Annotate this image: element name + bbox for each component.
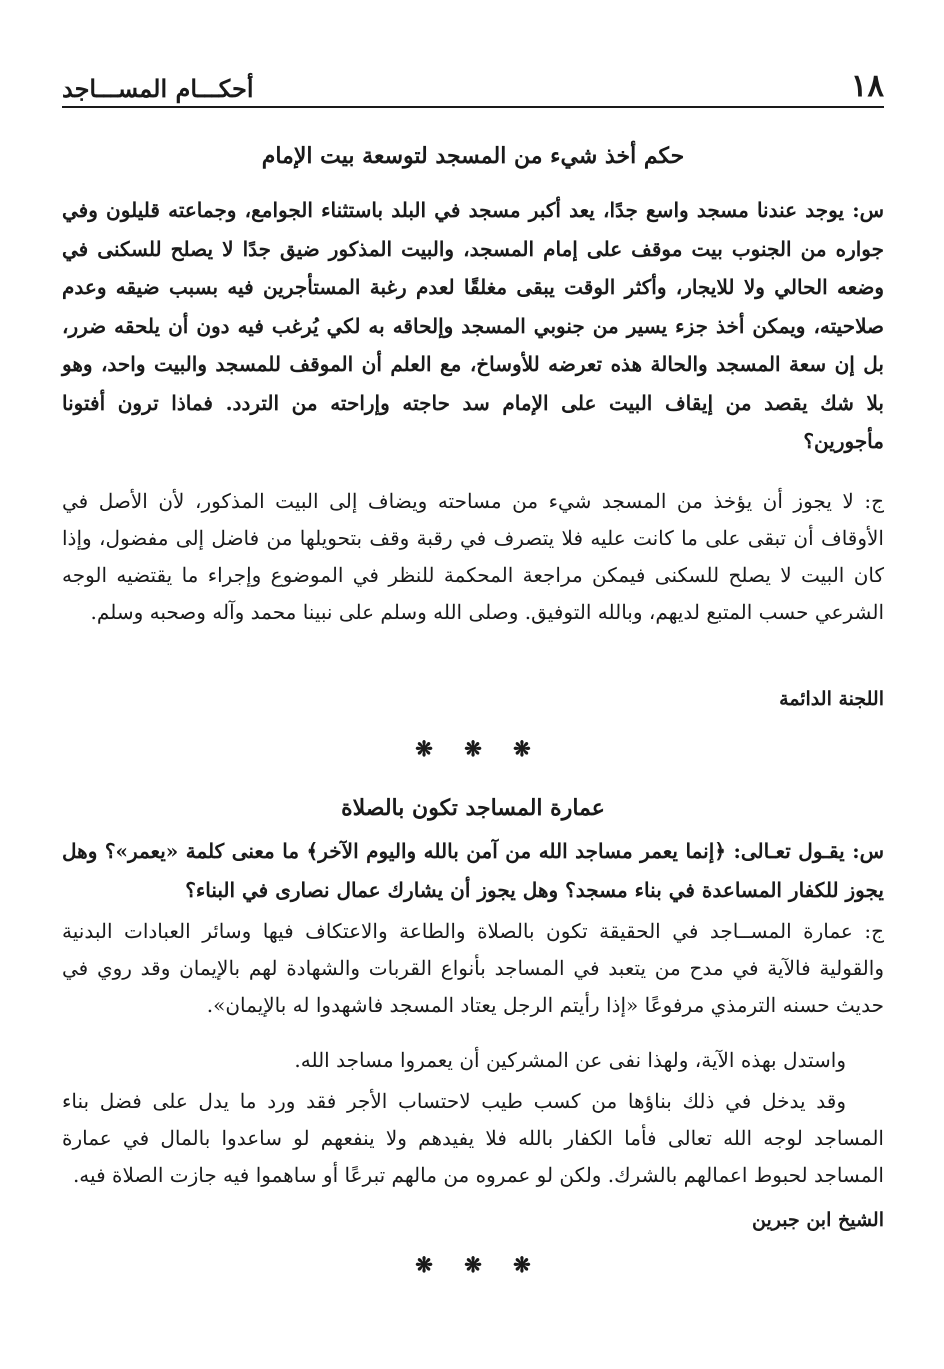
answer-paragraph: ج: لا يجوز أن يؤخذ من المسجد شيء من مساحته ويضاف إلى البيت المذكور، لأن الأصل في الأوقاف أن تبقى على ما كانت عليه فلا يتصرف في رقبة وقف بتحويلها من فاضل إلى مفضول، وإذا كان البيت لا يصلح للسكنى فيمكن مراجعة المحكمة للنظر في الموضوع وإجراء ما يقتضيه الوجه الشرعي حسب المتبع لديهم، وبالله التوفيق. وصلى الله وسلم على نبينا محمد وآله وصحبه وسلم. xyxy=(62,489,884,624)
section-title: حكم أخذ شيء من المسجد لتوسعة بيت الإمام xyxy=(261,143,685,169)
fatwa-source: اللجنة الدائمة xyxy=(779,688,884,710)
page-header xyxy=(62,62,884,108)
star-ornament: ❋ xyxy=(415,1252,433,1277)
separator-stars xyxy=(62,736,884,761)
fatwa-source: الشيخ ابن جبرين xyxy=(752,1209,884,1231)
section-title: عمارة المساجد تكون بالصلاة xyxy=(341,795,605,821)
star-ornament: ❋ xyxy=(513,1252,531,1277)
page-number: ١٨ xyxy=(850,68,884,104)
star-ornament: ❋ xyxy=(513,736,531,761)
book-page xyxy=(62,0,884,1369)
star-ornament: ❋ xyxy=(464,1252,482,1277)
answer-paragraph: واستدل بهذه الآية، ولهذا نفى عن المشركين أن يعمروا مساجد الله. xyxy=(294,1048,846,1072)
star-ornament: ❋ xyxy=(415,736,433,761)
running-title: أحكـــام المســـاجد xyxy=(62,74,254,103)
answer-paragraph: وقد يدخل في ذلك بناؤها من كسب طيب لاحتساب الأجر فقد ورد ما يدل على فضل بناء المساجد لوجه الله تعالى فأما الكفار بالله فلا يفيدهم ولا ينفعهم لو ساعدوا بالمال في عمارة المساجد لحبوط اعمالهم بالشرك. ولكن لو عمروه من مالهم تبرعًا أو ساهموا فيه جازت الصلاة فيه. xyxy=(62,1089,884,1187)
answer-paragraph: ج: عمارة المســاجد في الحقيقة تكون بالصلاة والطاعة والاعتكاف فيها وسائر العبادات البدنية والقولية فالآية في مدح من يتعبد في المساجد بأنواع القربات والشهادة لهم بالإيمان وقد روي في حديث حسنه الترمذي مرفوعًا «إذا رأيتم الرجل يعتاد المسجد فاشهدوا له بالإيمان». xyxy=(62,919,884,1017)
star-ornament: ❋ xyxy=(464,736,482,761)
separator-stars xyxy=(62,1252,884,1277)
question-paragraph: س: يوجد عندنا مسجد واسع جدًا، يعد أكبر مسجد في البلد باستثناء الجوامع، وجماعته قليلون وفي جواره من الجنوب بيت موقف على إمام المسجد، والبيت المذكور ضيق جدًا لا يصلح للسكنى في وضعه الحالي ولا للايجار، وأكثر الوقت يبقى مغلقًا لعدم رغبة المستأجرين فيه بسبب ضيقه وعدم صلاحيته، ويمكن أخذ جزء يسير من جنوبي المسجد وإلحاقه به لكي يُرغب فيه دون أن يلحقه ضرر، بل إن سعة المسجد والحالة هذه تعرضه للأوساخ، مع العلم أن الموقف للمسجد والبيت واحد، وهو بلا شك يقصد من إيقاف البيت على الإمام سد حاجته وإراحته من التردد. فماذا ترون أفتونا مأجورين؟ xyxy=(62,198,884,453)
question-paragraph: س: يقـول تعـالى: ﴿إنما يعمر مساجد الله من آمن بالله واليوم الآخر﴾ ما معنى كلمة «يعمر»؟ وهل يجوز للكفار المساعدة في بناء مسجد؟ وهل يجوز أن يشارك عمال نصارى في البناء؟ xyxy=(62,839,884,902)
